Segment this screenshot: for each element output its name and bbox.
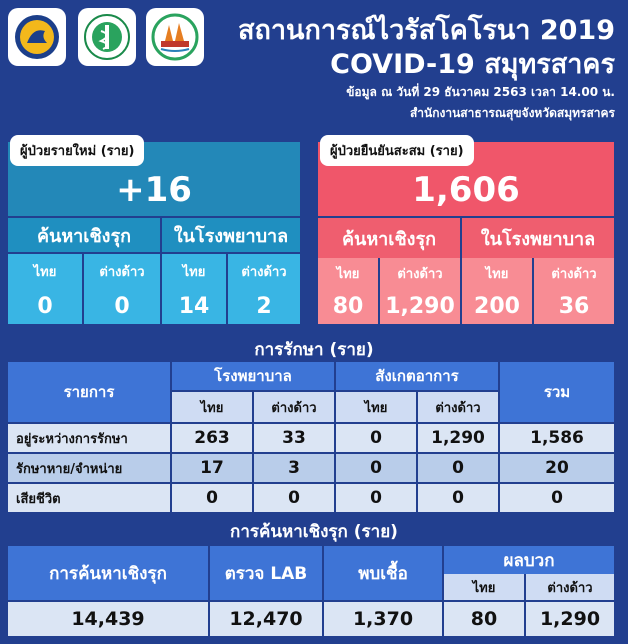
treatment-cell: 20 (500, 454, 614, 482)
cum-active-foreign-label: ต่างด้าว (380, 258, 460, 288)
new-cases-total: +16 (116, 170, 192, 210)
treatment-cell: 3 (254, 454, 334, 482)
result-foreign-count: 1,290 (526, 602, 614, 636)
new-hospital-thai-value: 14 (162, 288, 226, 324)
new-active-search-header: ค้นหาเชิงรุก (8, 218, 160, 252)
treatment-cell: 0 (172, 484, 252, 512)
new-hospital-foreign-value: 2 (228, 288, 300, 324)
treatment-cell: 0 (336, 484, 416, 512)
cumulative-label: ผู้ป่วยยืนยันสะสม (ราย) (320, 135, 474, 166)
col-observe-header: สังเกตอาการ (336, 362, 498, 390)
new-active-thai-label: ไทย (8, 254, 82, 288)
cum-hospital-thai-label: ไทย (462, 258, 532, 288)
search-count: 14,439 (8, 602, 208, 636)
cum-active-thai-value: 80 (318, 288, 378, 324)
cum-hospital-foreign-label: ต่างด้าว (534, 258, 614, 288)
new-active-foreign-value: 0 (84, 288, 160, 324)
treatment-row-label: อยู่ระหว่างการรักษา (8, 424, 170, 452)
col-result-header: ผลบวก (444, 546, 614, 574)
cumulative-total: 1,606 (412, 170, 520, 210)
cum-active-search-header: ค้นหาเชิงรุก (318, 218, 460, 258)
treatment-cell: 0 (336, 424, 416, 452)
treatment-cell: 0 (500, 484, 614, 512)
new-active-thai-value: 0 (8, 288, 82, 324)
col-item-header: รายการ (8, 362, 170, 422)
result-thai-count: 80 (444, 602, 524, 636)
cum-active-thai-label: ไทย (318, 258, 378, 288)
data-source: สำนักงานสาธารณสุขจังหวัดสมุทรสาคร (409, 106, 615, 120)
result-foreign-subheader: ต่างด้าว (526, 574, 614, 600)
new-cases-label: ผู้ป่วยรายใหม่ (ราย) (10, 135, 144, 166)
junk-ship-icon (151, 13, 199, 61)
col-search-header: การค้นหาเชิงรุก (8, 546, 208, 600)
lab-count: 12,470 (210, 602, 322, 636)
found-count: 1,370 (324, 602, 442, 636)
treatment-cell: 263 (172, 424, 252, 452)
page-title: สถานการณ์ไวรัสโคโรนา 2019 (238, 15, 615, 46)
data-date: ข้อมูล ณ วันที่ 29 ธันวาคม 2563 เวลา 14.00 น. (346, 85, 615, 99)
hospital-thai-subheader: ไทย (172, 392, 252, 422)
treatment-cell: 1,586 (500, 424, 614, 452)
ministry-emblem-icon (83, 13, 131, 61)
result-thai-subheader: ไทย (444, 574, 524, 600)
observe-thai-subheader: ไทย (336, 392, 416, 422)
cum-active-foreign-value: 1,290 (380, 288, 460, 324)
ministry-of-public-health-logo (78, 8, 136, 66)
province-seal-icon (13, 13, 61, 61)
col-found-header: พบเชื้อ (324, 546, 442, 600)
col-hospital-header: โรงพยาบาล (172, 362, 334, 390)
new-active-foreign-label: ต่างด้าว (84, 254, 160, 288)
treatment-cell: 1,290 (418, 424, 498, 452)
treatment-cell: 33 (254, 424, 334, 452)
cum-hospital-foreign-value: 36 (534, 288, 614, 324)
provincial-health-office-logo (146, 8, 204, 66)
treatment-cell: 17 (172, 454, 252, 482)
col-lab-header: ตรวจ LAB (210, 546, 322, 600)
cum-hospital-header: ในโรงพยาบาล (462, 218, 614, 258)
cum-hospital-thai-value: 200 (462, 288, 532, 324)
treatment-cell: 0 (418, 484, 498, 512)
active-search-title: การค้นหาเชิงรุก (ราย) (230, 522, 398, 542)
treatment-cell: 0 (418, 454, 498, 482)
province-seal-logo (8, 8, 66, 66)
new-hospital-header: ในโรงพยาบาล (162, 218, 300, 252)
treatment-cell: 0 (254, 484, 334, 512)
new-hospital-thai-label: ไทย (162, 254, 226, 288)
page-subtitle: COVID-19 สมุทรสาคร (330, 49, 615, 80)
treatment-cell: 0 (336, 454, 416, 482)
observe-foreign-subheader: ต่างด้าว (418, 392, 498, 422)
treatment-row-label: เสียชีวิต (8, 484, 170, 512)
treatment-row-label: รักษาหาย/จำหน่าย (8, 454, 170, 482)
col-total-header: รวม (500, 362, 614, 422)
hospital-foreign-subheader: ต่างด้าว (254, 392, 334, 422)
treatment-title: การรักษา (ราย) (254, 340, 374, 360)
new-hospital-foreign-label: ต่างด้าว (228, 254, 300, 288)
